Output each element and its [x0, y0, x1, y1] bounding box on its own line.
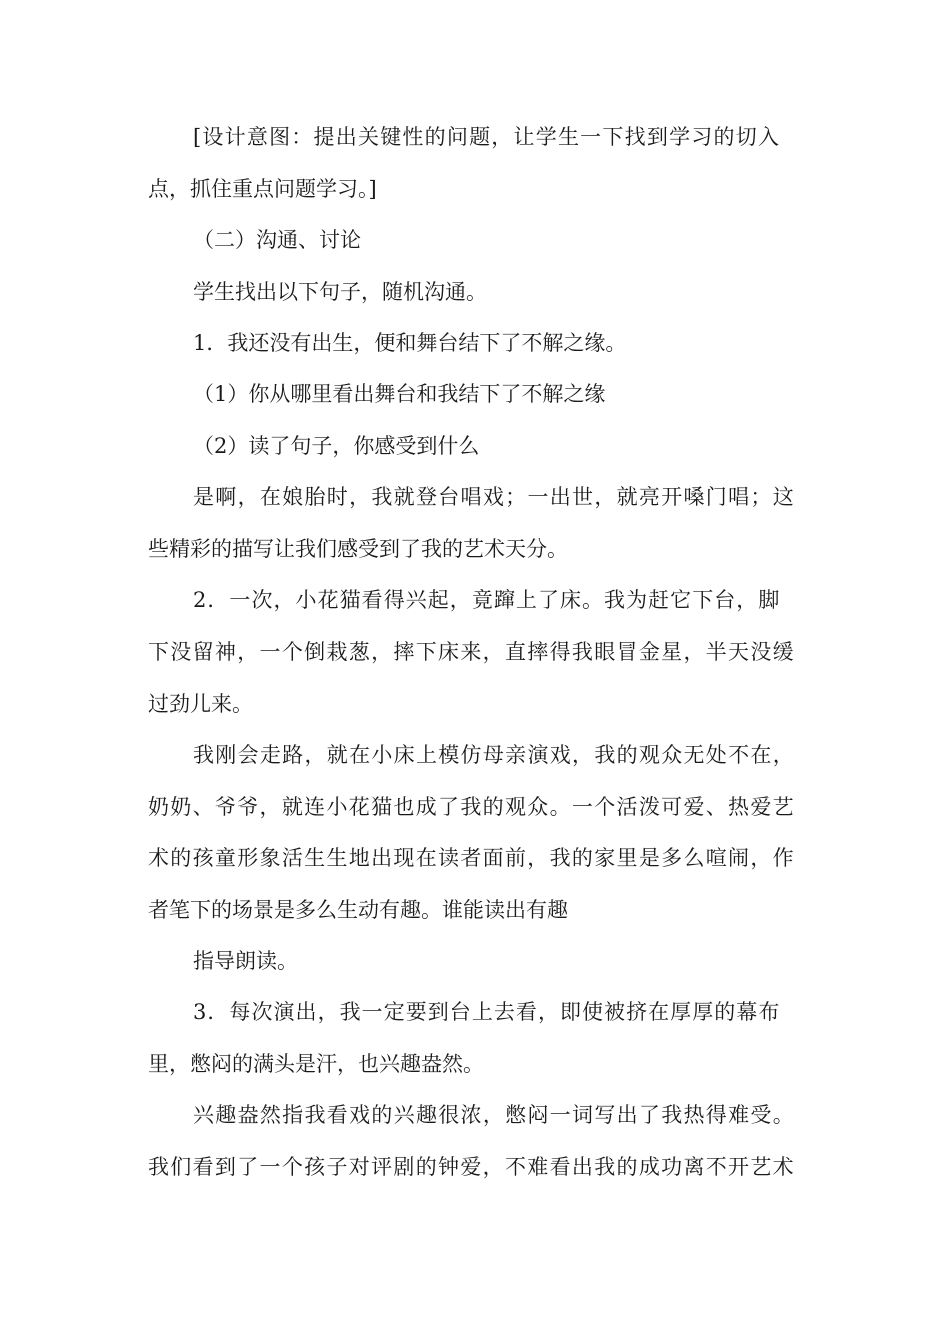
- text-line: 兴趣盎然指我看戏的兴趣很浓，憋闷一词写出了我热得难受。: [193, 1103, 795, 1127]
- text-line: 学生找出以下句子，随机沟通。: [193, 280, 487, 304]
- text-line: 术的孩童形象活生生地出现在读者面前，我的家里是多么喧闹，作: [148, 846, 795, 870]
- text-line: [设计意图：提出关键性的问题，让学生一下找到学习的切入: [193, 125, 781, 149]
- text-line: 点，抓住重点问题学习。]: [148, 177, 377, 201]
- text-line: 奶奶、爷爷，就连小花猫也成了我的观众。一个活泼可爱、热爱艺: [148, 795, 795, 819]
- text-line: 者笔下的场景是多么生动有趣。谁能读出有趣: [148, 898, 568, 922]
- text-line: 是啊，在娘胎时，我就登台唱戏；一出世，就亮开嗓门唱；这: [193, 485, 795, 509]
- sub-question: （1）你从哪里看出舞台和我结下了不解之缘: [193, 382, 606, 406]
- numbered-sentence: 3．每次演出，我一定要到台上去看，即使被挤在厚厚的幕布: [193, 1000, 781, 1024]
- sub-question: （2）读了句子，你感受到什么: [193, 434, 480, 458]
- text-line: 里，憋闷的满头是汗，也兴趣盎然。: [148, 1052, 484, 1076]
- section-heading: （二）沟通、讨论: [193, 228, 361, 252]
- text-line: 些精彩的描写让我们感受到了我的艺术天分。: [148, 537, 568, 561]
- text-line: 指导朗读。: [193, 949, 298, 973]
- text-line: 我刚会走路，就在小床上模仿母亲演戏，我的观众无处不在，: [193, 743, 795, 767]
- text-line: 我们看到了一个孩子对评剧的钟爱，不难看出我的成功离不开艺术: [148, 1155, 795, 1179]
- text-line: 下没留神，一个倒栽葱，摔下床来，直摔得我眼冒金星，半天没缓: [148, 640, 795, 664]
- text-line: 过劲儿来。: [148, 692, 253, 716]
- numbered-sentence: 2．一次，小花猫看得兴起，竟蹿上了床。我为赶它下台，脚: [193, 588, 781, 612]
- numbered-sentence: 1．我还没有出生，便和舞台结下了不解之缘。: [193, 331, 627, 355]
